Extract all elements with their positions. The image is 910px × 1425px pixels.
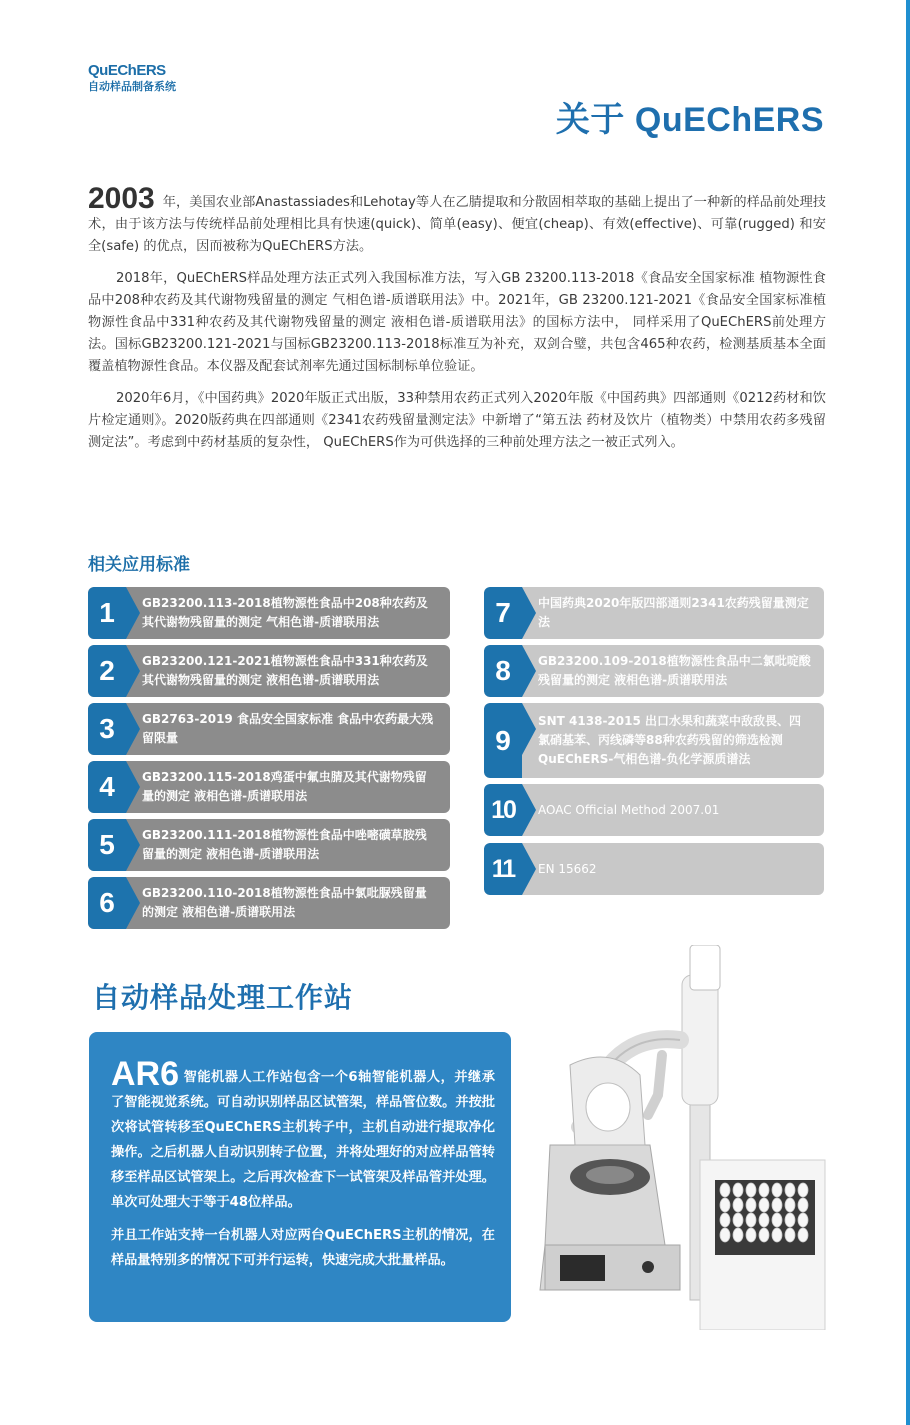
standard-text: GB23200.111-2018植物源性食品中唑嘧磺草胺残留量的测定 液相色谱-质谱联用法 bbox=[142, 828, 427, 861]
workstation-paragraph-1 bbox=[111, 1055, 495, 1215]
intro-year: 2003 bbox=[88, 182, 155, 215]
standard-item bbox=[484, 645, 824, 697]
standard-text: SNT 4138-2015 出口水果和蔬菜中敌敌畏、四氯硝基苯、丙线磷等88种农药残留的筛选检测QuEChERS-气相色谱-负化学源质谱法 bbox=[538, 714, 802, 766]
standard-text: GB23200.110-2018植物源性食品中氯吡脲残留量的测定 液相色谱-质谱联用法 bbox=[142, 886, 427, 919]
standard-item bbox=[88, 819, 450, 871]
intro-section bbox=[88, 182, 826, 464]
standard-number-badge: 8 bbox=[484, 645, 522, 697]
page-title: 关于 QuEChERS bbox=[555, 101, 824, 139]
standard-item bbox=[88, 645, 450, 697]
workstation-description-panel bbox=[89, 1032, 511, 1322]
standard-number-badge: 3 bbox=[88, 703, 126, 755]
standard-item bbox=[484, 587, 824, 639]
workstation-model: AR6 bbox=[111, 1055, 180, 1093]
standard-item bbox=[88, 761, 450, 813]
standard-item bbox=[88, 877, 450, 929]
standard-number-badge: 6 bbox=[88, 877, 126, 929]
workstation-machine-image bbox=[530, 945, 830, 1330]
standard-text: GB23200.121-2021植物源性食品中331种农药及其代谢物残留量的测定 液相色谱-质谱联用法 bbox=[142, 654, 428, 687]
standard-text: GB2763-2019 食品安全国家标准 食品中农药最大残留限量 bbox=[142, 712, 434, 745]
standard-item bbox=[88, 587, 450, 639]
workstation-text bbox=[111, 1055, 495, 1281]
standards-title: 相关应用标准 bbox=[88, 555, 190, 575]
standard-item bbox=[484, 843, 824, 895]
intro-paragraph-2: 2018年，QuEChERS样品处理方法正式列入我国标准方法，写入GB 23200.113-2018《食品安全国家标准 植物源性食品中208种农药及其代谢物残留量的测定 气相色谱-质谱联用法》中。2021年，GB 23200.121-2021《食品安全国家标准植物源性食品中331种农药及其代谢物残留量的测定 液相色谱-质谱联用法》的国标方法中， 同样采用了QuEChERS前处理方法。国标GB23200.121-2021与国标GB23200.113-2018标准互为补充，双剑合璧，共包含465种农药，检测基质基本全面覆盖植物源性食品。本仪器及配套试剂率先通过国标制标单位验证。 bbox=[88, 271, 826, 374]
standard-number-badge: 9 bbox=[484, 703, 522, 778]
workstation-paragraph-1-text: 智能机器人工作站包含一个6轴智能机器人，并继承了智能视觉系统。可自动识别样品区试管架，样品管位数。并按批次将试管转移至QuEChERS主机转子中，主机自动进行提取净化操作。之后机器人自动识别转子位置，并将处理好的对应样品管转移至样品区试管架上。之后再次检查下一试管架及样品管并处理。单次可处理大于等于48位样品。 bbox=[111, 1070, 495, 1210]
standard-number-badge: 11 bbox=[484, 843, 522, 895]
intro-paragraph-3: 2020年6月，《中国药典》2020年版正式出版，33种禁用农药正式列入2020年版《中国药典》四部通则《0212药材和饮片检定通则》。2020版药典在四部通则《2341农药残留量测定法》中新增了“第五法 药材及饮片（植物类）中禁用农药多残留测定法”。考虑到中药材基质的复杂性， QuEChERS作为可供选择的三种前处理方法之一被正式列入。 bbox=[88, 391, 826, 450]
standard-item bbox=[484, 784, 824, 836]
workstation-paragraph-2: 并且工作站支持一台机器人对应两台QuEChERS主机的情况，在样品量特别多的情况下可并行运转，快速完成大批量样品。 bbox=[111, 1228, 495, 1268]
standard-text: EN 15662 bbox=[538, 861, 597, 876]
standard-number-badge: 10 bbox=[484, 784, 522, 836]
standard-number-badge: 5 bbox=[88, 819, 126, 871]
standard-text: AOAC Official Method 2007.01 bbox=[538, 802, 720, 817]
standard-item bbox=[88, 703, 450, 755]
brand-block bbox=[88, 62, 176, 94]
brand-name: QuEChERS bbox=[88, 62, 166, 79]
standard-item bbox=[484, 703, 824, 778]
standard-number-badge: 4 bbox=[88, 761, 126, 813]
page-edge-strip bbox=[906, 0, 910, 1425]
standard-number-badge: 1 bbox=[88, 587, 126, 639]
brand-subtitle: 自动样品制备系统 bbox=[88, 80, 176, 93]
intro-paragraph-1-text: 年，美国农业部Anastassiades和Lehotay等人在乙腈提取和分散固相萃取的基础上提出了一种新的样品前处理技术，由于该方法与传统样品前处理相比具有快速(quick)、简单(easy)、便宜(cheap)、有效(effective)、可靠(rugged) 和安全(safe) 的优点，因而被称为QuEChERS方法。 bbox=[88, 195, 826, 254]
standard-text: GB23200.109-2018植物源性食品中二氯吡啶酸残留量的测定 液相色谱-质谱联用法 bbox=[538, 654, 811, 687]
standard-number-badge: 7 bbox=[484, 587, 522, 639]
workstation-title: 自动样品处理工作站 bbox=[92, 981, 354, 1014]
standard-text: 中国药典2020年版四部通则2341农药残留量测定法 bbox=[538, 596, 809, 629]
standard-text: GB23200.113-2018植物源性食品中208种农药及其代谢物残留量的测定 气相色谱-质谱联用法 bbox=[142, 596, 428, 629]
standard-number-badge: 2 bbox=[88, 645, 126, 697]
standard-text: GB23200.115-2018鸡蛋中氟虫腈及其代谢物残留量的测定 液相色谱-质谱联用法 bbox=[142, 770, 427, 803]
intro-paragraph-1 bbox=[88, 182, 826, 258]
